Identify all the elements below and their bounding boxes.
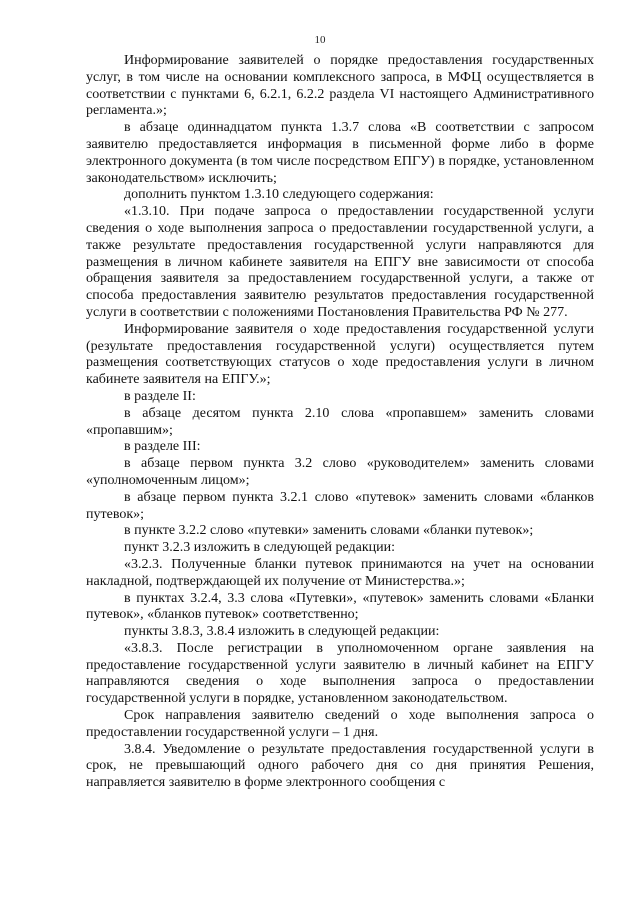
paragraph-informing-status: Информирование заявителя о ходе предоставления государственной услуги (результате предоставления государственной услуги) осуществляется путем размещения соответствующих статусов о ходе предоставления услуги в личном кабинете заявителя на ЕПГУ.»; — [86, 321, 594, 388]
paragraph-1-3-10-text: «1.3.10. При подаче запроса о предоставлении государственной услуги сведения о ходе выполнения запроса о предоставлении государственной услуги, а также результате предоставления государственной услуги направляются для размещения в личном кабинете заявителя на ЕПГУ вне зависимости от способа обращения заявителя за предоставлением государственной услуги, а также от способа предоставления заявителю результатов предоставления государственной услуги в соответствии с положениями Постановления Правительства РФ № 277. — [86, 204, 594, 320]
paragraph-3-2-3-text: «3.2.3. Полученные бланки путевок принимаются на учет на основании накладной, подтверждающей их получение от Министерства.»; — [86, 556, 594, 589]
page-number: 10 — [314, 34, 326, 46]
paragraph-2-10-amendment: в абзаце десятом пункта 2.10 слова «пропавшем» заменить словами «пропавшим»; — [86, 405, 594, 438]
paragraph-section-2: в разделе II: — [124, 388, 196, 404]
paragraph-3-8-4-text: 3.8.4. Уведомление о результате предоставления государственной услуги в срок, не превышающий одного рабочего дня со дня принятия Решения, направляется заявителю в форме электронного сообщения с — [86, 741, 594, 791]
paragraph-3-2-4-amendment: в пунктах 3.2.4, 3.3 слова «Путевки», «путевок» заменить словами «Бланки путевок», «бланков путевок» соответственно; — [86, 590, 594, 623]
paragraph-3-2-1-amendment: в абзаце первом пункта 3.2.1 слово «путевок» заменить словами «бланков путевок»; — [86, 489, 594, 522]
paragraph-3-2-amendment: в абзаце первом пункта 3.2 слово «руководителем» заменить словами «уполномоченным лицом»; — [86, 456, 594, 488]
paragraph-1-3-7-amendment: в абзаце одиннадцатом пункта 1.3.7 слова «В соответствии с запросом заявителю предоставляется информация в письменной форме либо в форме электронного документа (в том числе посредством ЕПГУ) в порядке, установленном законодательством» исключить; — [86, 120, 594, 186]
paragraph-deadline: Срок направления заявителю сведений о ходе выполнения запроса о предоставлении государственной услуги – 1 дня. — [86, 708, 594, 740]
paragraph-section-3: в разделе III: — [124, 439, 201, 455]
paragraph-3-8-heading: пункты 3.8.3, 3.8.4 изложить в следующей редакции: — [124, 624, 440, 640]
paragraph-3-2-2-amendment: в пункте 3.2.2 слово «путевки» заменить словами «бланки путевок»; — [124, 523, 534, 539]
paragraph-3-8-3-text: «3.8.3. После регистрации в уполномоченном органе заявления на предоставление государственной услуги заявителю в личный кабинет на ЕПГУ направляются сведения о ходе выполнения запроса о предоставлении государственной услуги в порядке, установленном законодательством. — [86, 640, 594, 707]
document-body — [86, 53, 594, 792]
paragraph-add-1-3-10: дополнить пунктом 1.3.10 следующего содержания: — [124, 187, 434, 203]
paragraph-intro-mfc: Информирование заявителей о порядке предоставления государственных услуг, в том числе на основании комплексного запроса, в МФЦ осуществляется в соответствии с пунктами 6, 6.2.1, 6.2.2 раздела VI настоящего Административного регламента.»; — [86, 53, 594, 119]
paragraph-3-2-3-heading: пункт 3.2.3 изложить в следующей редакции: — [124, 540, 395, 556]
